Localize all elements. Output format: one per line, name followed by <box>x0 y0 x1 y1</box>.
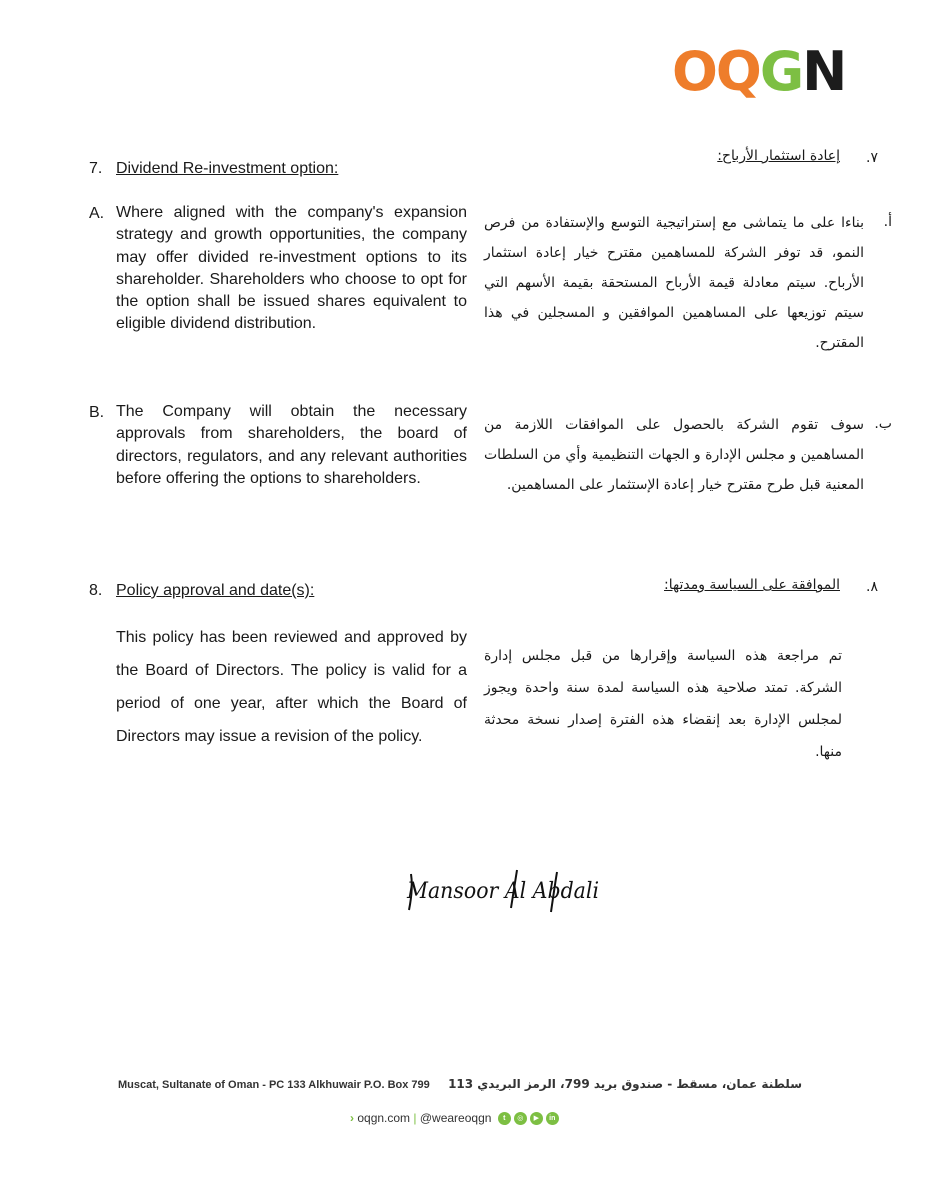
social-handle[interactable]: @weareoqgn <box>419 1111 492 1125</box>
section-7b-label: B. <box>89 404 105 421</box>
section-7-number: 7. <box>89 160 103 177</box>
logo-oq: OQ <box>672 40 760 103</box>
twitter-icon[interactable]: t <box>498 1112 511 1125</box>
chevron-right-icon: › <box>350 1111 354 1125</box>
section-8-text: This policy has been reviewed and approved by the Board of Directors. The policy is valid for a period of one year, after which the Board of Directors may issue a revision of the policy. <box>116 629 467 745</box>
section-8-number: 8. <box>89 582 103 599</box>
section-7a-text: Where aligned with the company's expansion strategy and growth opportunities, the company may offer divided re-investment options to its shareholder. Shareholders who choose to opt for the option shall be issued shares equivalent to eligible dividend distribution. <box>116 204 467 333</box>
section-7-title-ar: إعادة استثمار الأرباح: <box>717 148 840 164</box>
section-8-number-ar: ٨. <box>866 579 878 595</box>
signature-svg <box>405 862 605 922</box>
oqgn-logo <box>672 40 854 103</box>
section-8-text-ar: تم مراجعة هذه السياسة وإقرارها من قبل مجلس إدارة الشركة. تمتد صلاحية هذه السياسة لمدة سنة واحدة ويجوز لمجلس الإدارة بعد إنقضاء هذه الفترة إصدار نسخة محدثة منها. <box>484 648 842 760</box>
section-7-title: Dividend Re-investment option: <box>116 160 339 177</box>
linkedin-icon[interactable]: in <box>546 1112 559 1125</box>
section-7b-label-ar: ب. <box>874 416 892 432</box>
section-7a-label-ar: أ. <box>883 214 892 230</box>
footer-links <box>350 1111 559 1125</box>
footer-address-en: Muscat, Sultanate of Oman - PC 133 Alkhuwair P.O. Box 799 <box>118 1079 430 1091</box>
section-7b-text-ar: سوف تقوم الشركة بالحصول على الموافقات اللازمة من المساهمين و مجلس الإدارة و الجهات التنظيمية وأي من السلطات المعنية قبل طرح مقترح خيار إعادة الإستثمار على المساهمين. <box>484 417 864 493</box>
section-7a-label: A. <box>89 205 105 222</box>
section-7-number-ar: ٧. <box>866 150 878 166</box>
footer-separator: | <box>413 1111 417 1125</box>
signature <box>405 862 605 922</box>
logo-n: N <box>802 40 846 103</box>
footer-address-ar: سلطنة عمان، مسقط - صندوق بريد 799، الرمز البريدي 113 <box>448 1077 802 1091</box>
section-7a-text-ar: بناءا على ما يتماشى مع إستراتيجية التوسع والإستفادة من فرص النمو، قد توفر الشركة للمساهمين مقترح خيار إعادة استثمار الأرباح. سيتم معادلة قيمة الأرباح المستحقة بقيمة الأسهم التي سيتم توزيعها على المساهمين الموافقين و المسجلين في هذا المقترح. <box>484 215 864 351</box>
section-8-title: Policy approval and date(s): <box>116 582 315 599</box>
section-8-title-ar: الموافقة على السياسة ومدتها: <box>664 577 840 593</box>
instagram-icon[interactable]: ◎ <box>514 1112 527 1125</box>
youtube-icon[interactable]: ▶ <box>530 1112 543 1125</box>
section-7b-text: The Company will obtain the necessary approvals from shareholders, the board of directors, regulators, and any relevant authorities before offering the options to shareholders. <box>116 403 467 487</box>
website-link[interactable]: oqgn.com <box>357 1111 411 1125</box>
logo-g: G <box>759 40 803 103</box>
signature-text: Mansoor Al Abdali <box>406 879 599 904</box>
